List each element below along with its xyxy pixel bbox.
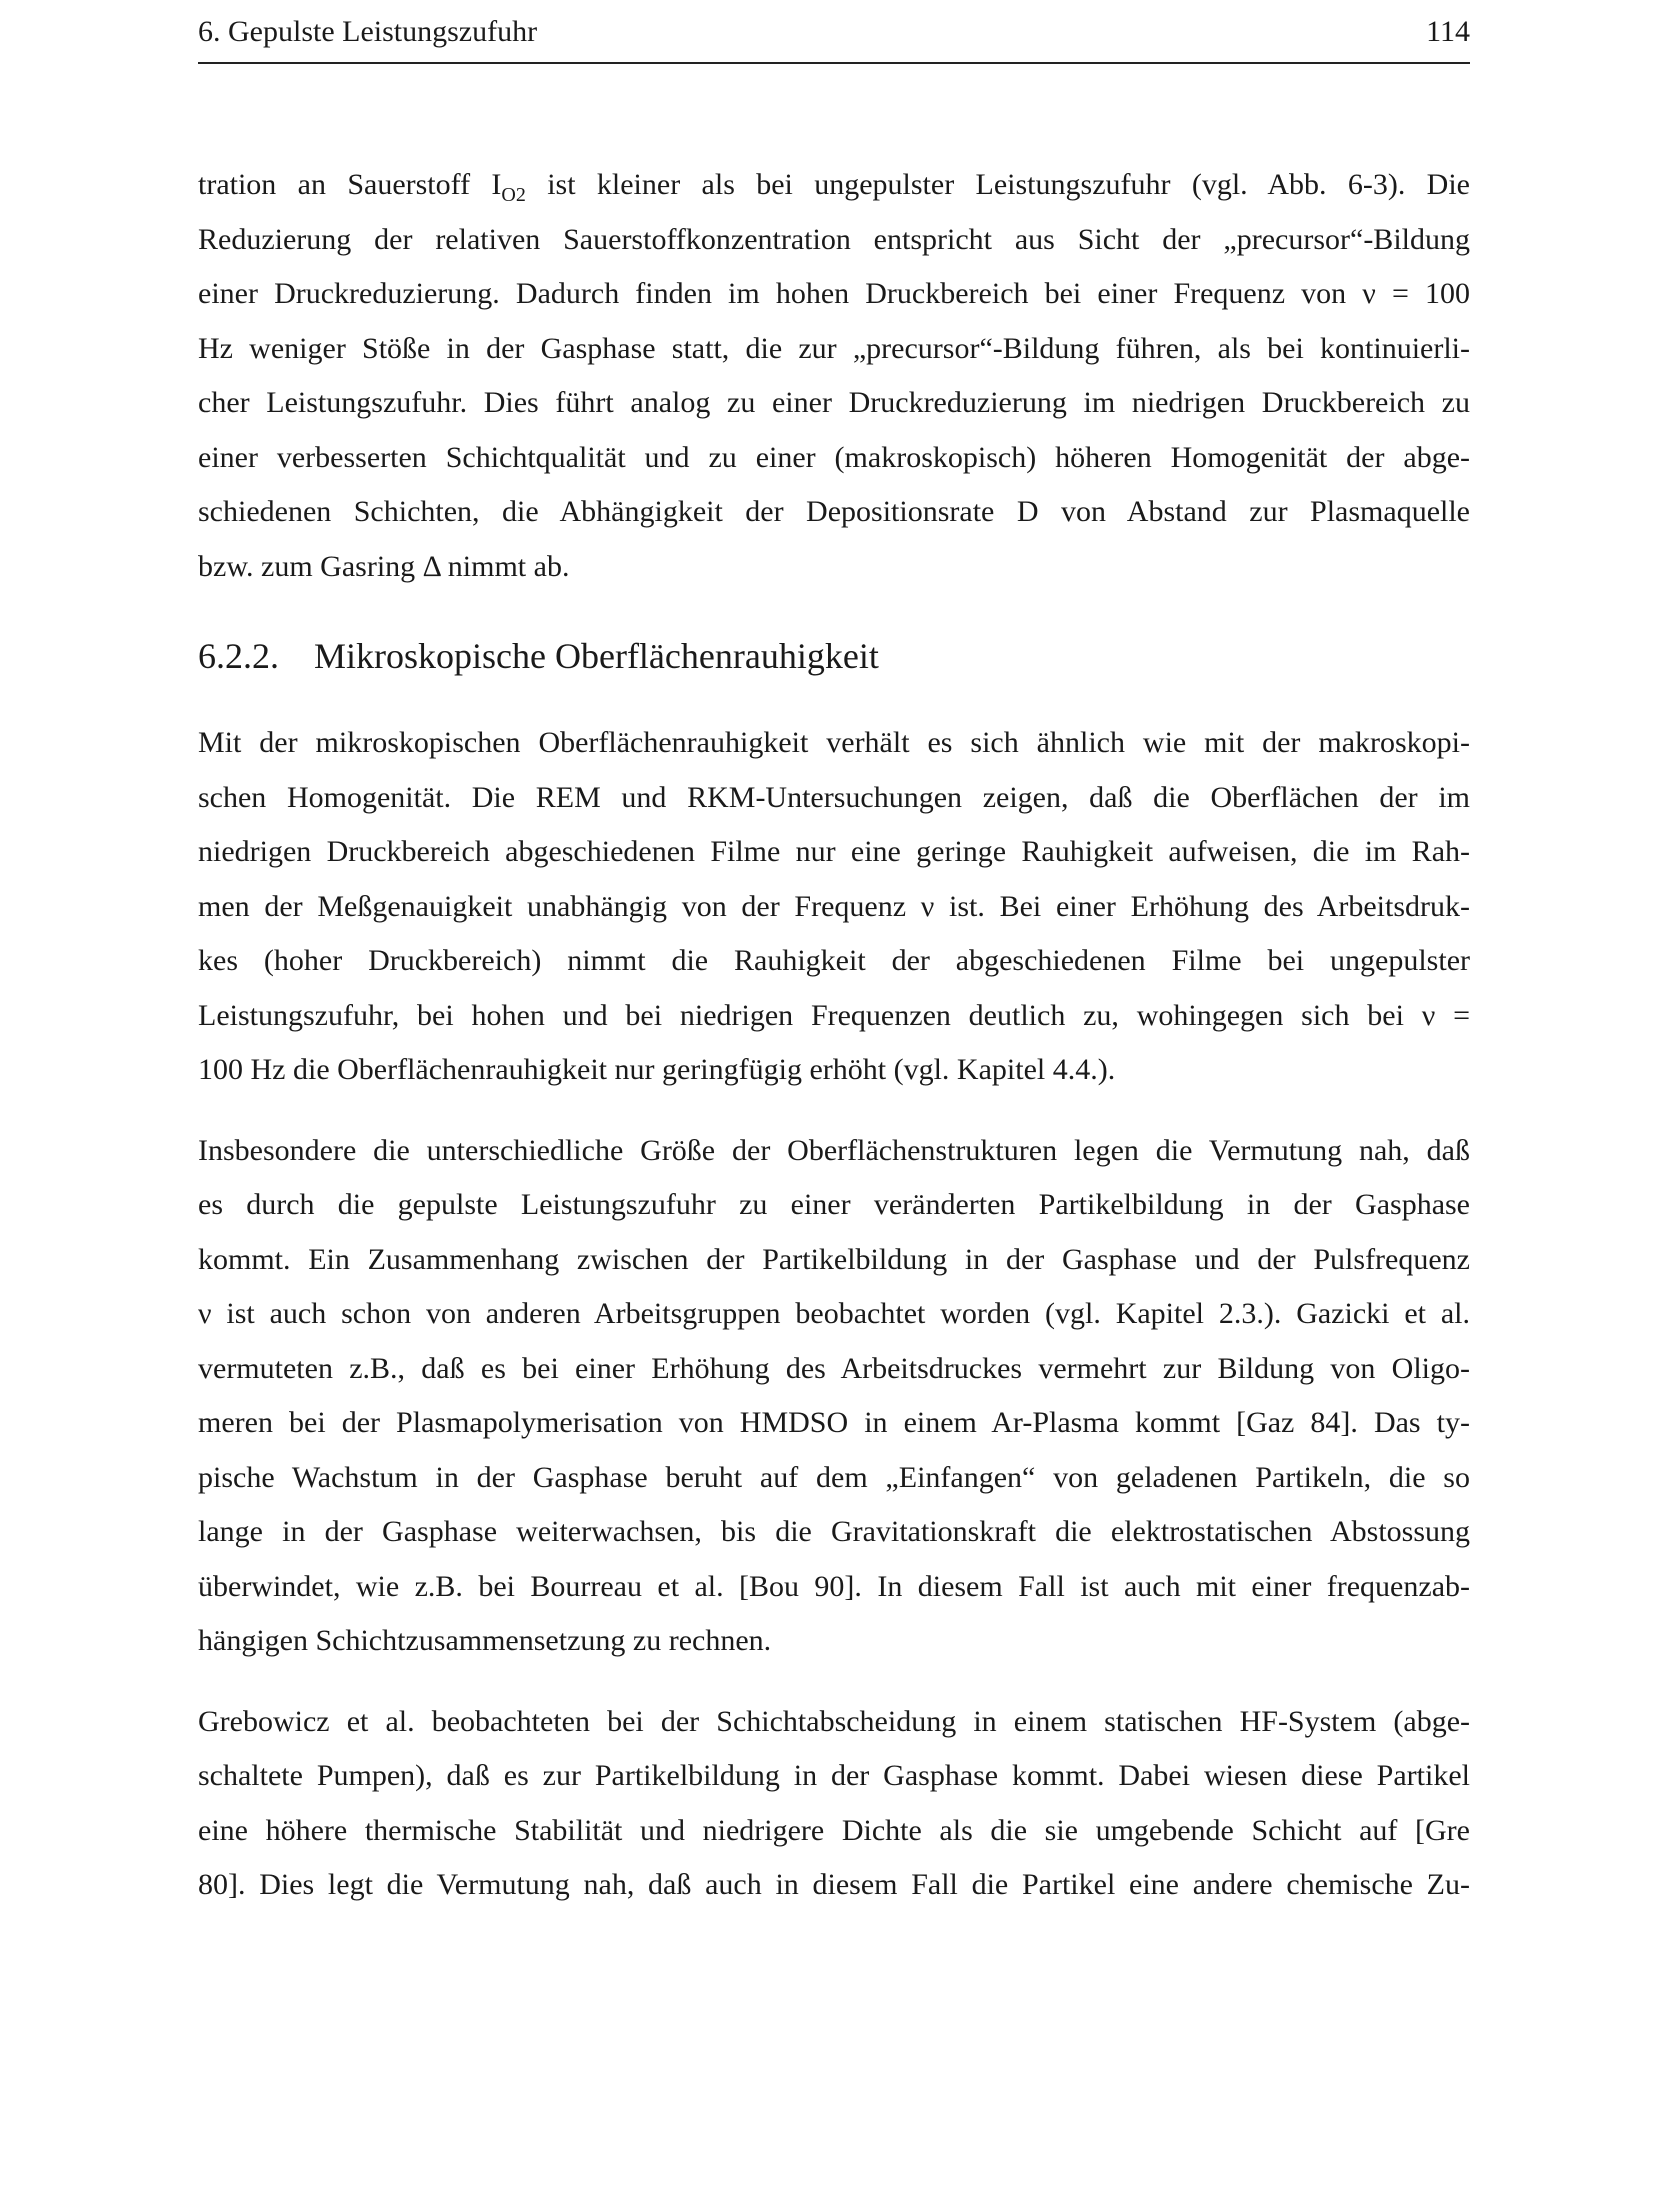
text-line: einer verbesserten Schichtqualität und zu einer (makroskopisch) höheren Homogenität der abge- xyxy=(198,440,1470,474)
text-line: meren bei der Plasmapolymerisation von HMDSO in einem Ar-Plasma kommt [Gaz 84]. Das ty- xyxy=(198,1406,1470,1439)
paragraph-gap xyxy=(198,1669,1470,1695)
text-line: überwindet, wie z.B. bei Bourreau et al. [Bou 90]. In diesem Fall ist auch mit einer frequenzab- xyxy=(198,1569,1470,1603)
text-segment: ist kleiner als bei ungepulster Leistungszufuhr (vgl. Abb. 6-3). Die xyxy=(525,168,1471,201)
text-line: pische Wachstum in der Gasphase beruht auf dem „Einfangen“ von geladenen Partikeln, die so xyxy=(198,1460,1470,1494)
text-line: kes (hoher Druckbereich) nimmt die Rauhigkeit der abgeschiedenen Filme bei ungepulster xyxy=(198,944,1470,977)
paragraph-1 xyxy=(198,158,1470,594)
section-number: 6.2.2. xyxy=(198,636,279,676)
paragraph-3 xyxy=(198,1124,1470,1669)
text-line: vermuteten z.B., daß es bei einer Erhöhung des Arbeitsdruckes vermehrt zur Bildung von Oligo- xyxy=(198,1351,1470,1385)
chapter-title: 6. Gepulste Leistungszufuhr xyxy=(198,15,538,48)
text-line: eine höhere thermische Stabilität und niedrigere Dichte als die sie umgebende Schicht auf [Gre xyxy=(198,1813,1470,1847)
text-line: niedrigen Druckbereich abgeschiedenen Filme nur eine geringe Rauhigkeit aufweisen, die im Rah- xyxy=(198,835,1470,868)
text-line: Hz weniger Stöße in der Gasphase statt, die zur „precursor“-Bildung führen, als bei kontinuierli- xyxy=(198,331,1470,365)
text-line: Reduzierung der relativen Sauerstoffkonzentration entspricht aus Sicht der „precursor“-Bildung xyxy=(198,222,1470,256)
text-line: 80]. Dies legt die Vermutung nah, daß auch in diesem Fall die Partikel eine andere chemische Zu- xyxy=(198,1868,1470,1901)
page-number: 114 xyxy=(1426,15,1470,48)
document-page xyxy=(198,0,1470,2200)
text-line: einer Druckreduzierung. Dadurch finden im hohen Druckbereich bei einer Frequenz von ν = 100 xyxy=(198,277,1470,310)
text-line: cher Leistungszufuhr. Dies führt analog zu einer Druckreduzierung im niedrigen Druckbereich zu xyxy=(198,386,1470,419)
text-line: kommt. Ein Zusammenhang zwischen der Partikelbildung in der Gasphase und der Pulsfrequenz xyxy=(198,1242,1470,1276)
section-heading xyxy=(198,634,1470,678)
running-header xyxy=(198,8,1470,64)
text-line: schen Homogenität. Die REM und RKM-Untersuchungen zeigen, daß die Oberflächen der im xyxy=(198,780,1470,814)
body-text xyxy=(198,158,1470,1913)
text-line: Leistungszufuhr, bei hohen und bei niedrigen Frequenzen deutlich zu, wohingegen sich bei ν = xyxy=(198,998,1470,1032)
text-line: 100 Hz die Oberflächenrauhigkeit nur geringfügig erhöht (vgl. Kapitel 4.4.). xyxy=(198,1053,1116,1086)
text-segment: tration an Sauerstoff I xyxy=(198,168,502,201)
text-line: schaltete Pumpen), daß es zur Partikelbildung in der Gasphase kommt. Dabei wiesen diese Partikel xyxy=(198,1759,1470,1792)
text-line: Grebowicz et al. beobachteten bei der Schichtabscheidung in einem statischen HF-System (abge- xyxy=(198,1704,1470,1738)
text-line: schiedenen Schichten, die Abhängigkeit der Depositionsrate D von Abstand zur Plasmaquelle xyxy=(198,495,1470,528)
text-line: ν ist auch schon von anderen Arbeitsgruppen beobachtet worden (vgl. Kapitel 2.3.). Gazicki et al. xyxy=(198,1297,1470,1330)
text-line: hängigen Schichtzusammensetzung zu rechnen. xyxy=(198,1624,772,1657)
paragraph-2 xyxy=(198,716,1470,1098)
paragraph-gap xyxy=(198,1098,1470,1124)
paragraph-4 xyxy=(198,1695,1470,1913)
text-line: lange in der Gasphase weiterwachsen, bis die Gravitationskraft die elektrostatischen Abstossung xyxy=(198,1515,1470,1548)
section-title: Mikroskopische Oberflächenrauhigkeit xyxy=(314,636,879,676)
text-line: men der Meßgenauigkeit unabhängig von der Frequenz ν ist. Bei einer Erhöhung des Arbeitsdruk- xyxy=(198,889,1470,923)
subscript: O2 xyxy=(501,184,526,206)
text-line: bzw. zum Gasring Δ nimmt ab. xyxy=(198,549,570,583)
text-line: Insbesondere die unterschiedliche Größe der Oberflächenstrukturen legen die Vermutung nah, daß xyxy=(198,1133,1470,1167)
text-line: Mit der mikroskopischen Oberflächenrauhigkeit verhält es sich ähnlich wie mit der makroskopi- xyxy=(198,726,1470,759)
text-line: es durch die gepulste Leistungszufuhr zu einer veränderten Partikelbildung in der Gasphase xyxy=(198,1188,1470,1221)
text-line xyxy=(198,158,1470,213)
